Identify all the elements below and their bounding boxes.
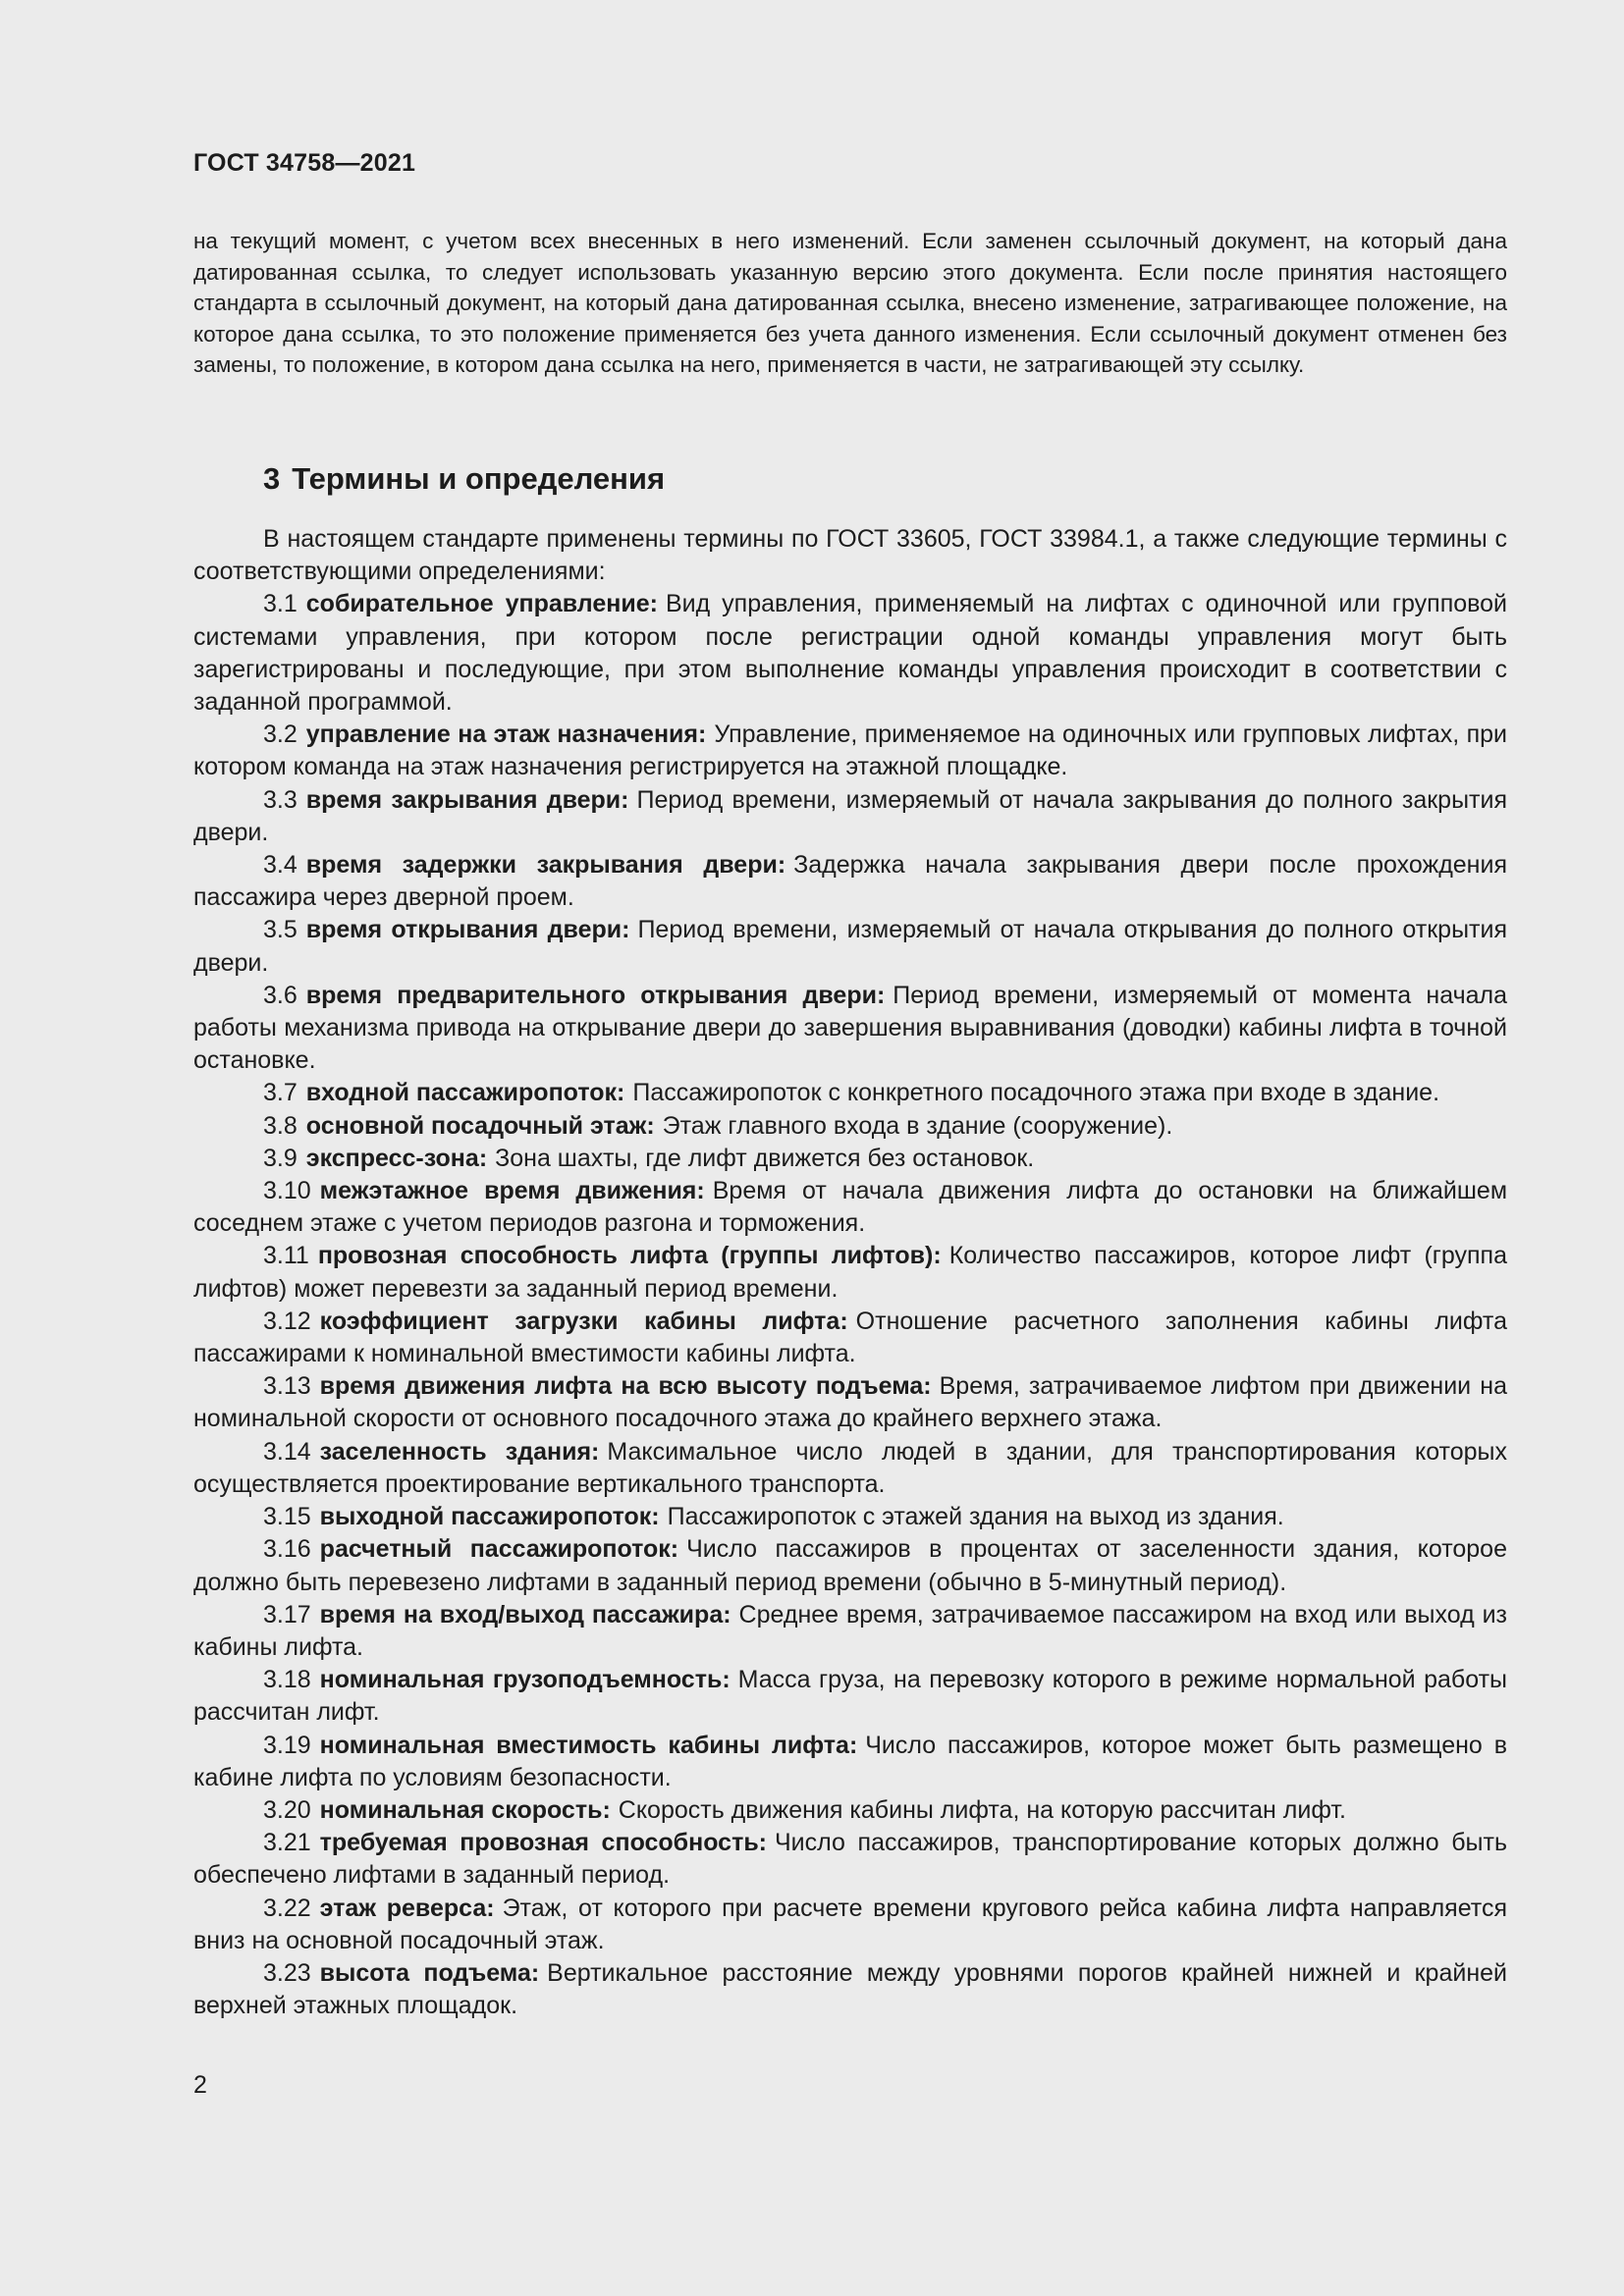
term-name: собирательное управление: bbox=[305, 590, 658, 618]
term-entry bbox=[193, 1794, 1507, 1827]
term-definition: Период времени, измеряемый от начала закрывания до полного закрытия двери. bbox=[193, 785, 1507, 846]
term-number: 3.14 bbox=[263, 1437, 311, 1466]
term-definition: Этаж главного входа в здание (сооружение). bbox=[662, 1111, 1173, 1140]
term-definition: Скорость движения кабины лифта, на которую рассчитан лифт. bbox=[618, 1795, 1346, 1824]
term-definition: Среднее время, затрачиваемое пассажиром на вход или выход из кабины лифта. bbox=[193, 1600, 1507, 1661]
term-entry bbox=[193, 588, 1507, 719]
term-name: экспресс-зона: bbox=[305, 1144, 488, 1172]
term-name: время открывания двери: bbox=[305, 916, 630, 944]
term-number: 3.4 bbox=[263, 851, 298, 880]
section-heading bbox=[263, 461, 665, 497]
term-entry bbox=[193, 1599, 1507, 1664]
term-entry bbox=[193, 1370, 1507, 1435]
term-name: время закрывания двери: bbox=[305, 785, 629, 814]
term-definition: Период времени, измеряемый от момента начала работы механизма привода на открывание двери до завершения выравнивания (доводки) кабины лифта в точной остановке. bbox=[193, 981, 1507, 1075]
term-definition: Максимальное число людей в здании, для транспортирования которых осуществляется проектирование вертикального транспорта. bbox=[193, 1437, 1508, 1498]
term-number: 3.3 bbox=[263, 785, 298, 814]
term-definition: Этаж, от которого при расчете времени кругового рейса кабина лифта направляется вниз на основной посадочный этаж. bbox=[193, 1894, 1507, 1954]
section-body bbox=[193, 523, 1507, 2022]
term-entry bbox=[193, 1077, 1507, 1109]
term-definition: Период времени, измеряемый от начала открывания до полного открытия двери. bbox=[193, 916, 1507, 977]
term-entry bbox=[193, 1501, 1507, 1533]
page-number: 2 bbox=[193, 2071, 207, 2099]
term-name: требуемая провозная способность: bbox=[319, 1829, 768, 1857]
term-entry bbox=[193, 1827, 1507, 1892]
term-number: 3.2 bbox=[263, 721, 298, 749]
term-number: 3.17 bbox=[263, 1600, 311, 1629]
term-entry bbox=[193, 1436, 1507, 1501]
term-definition: Время от начала движения лифта до остановки на ближайшем соседнем этаже с учетом периодов разгона и торможения. bbox=[193, 1177, 1508, 1238]
term-number: 3.6 bbox=[263, 981, 298, 1009]
term-entry bbox=[193, 1893, 1507, 1957]
term-number: 3.15 bbox=[263, 1503, 311, 1531]
intro-paragraph: на текущий момент, с учетом всех внесенных в него изменений. Если заменен ссылочный документ, на который дана датированная ссылка, то следует использовать указанную версию этого документа. Если после принятия настоящего стандарта в ссылочный документ, на который дана датированная ссылка, внесено изменение, затрагивающее положение, на которое дана ссылка, то это положение применяется без учета данного изменения. Если ссылочный документ отменен без замены, то положение, в котором дана ссылка на него, применяется в части, не затрагивающей эту ссылку. bbox=[193, 229, 1507, 377]
term-number: 3.23 bbox=[263, 1958, 311, 1987]
term-name: коэффициент загрузки кабины лифта: bbox=[319, 1307, 848, 1335]
term-entry bbox=[193, 1730, 1507, 1794]
term-name: время движения лифта на всю высоту подъема: bbox=[319, 1372, 932, 1401]
term-name: провозная способность лифта (группы лифтов): bbox=[317, 1242, 942, 1270]
term-entry bbox=[193, 784, 1507, 849]
term-definition: Число пассажиров, транспортирование которых должно быть обеспечено лифтами в заданный период. bbox=[193, 1829, 1507, 1890]
section-lead-paragraph: В настоящем стандарте применены термины по ГОСТ 33605, ГОСТ 33984.1, а также следующие термины с соответствующими определениями: bbox=[193, 525, 1507, 586]
term-number: 3.19 bbox=[263, 1731, 311, 1759]
term-name: номинальная грузоподъемность: bbox=[319, 1666, 731, 1694]
term-entry bbox=[193, 1143, 1507, 1175]
term-number: 3.13 bbox=[263, 1372, 311, 1401]
term-definition: Пассажиропоток с конкретного посадочного этажа при входе в здание. bbox=[632, 1079, 1440, 1107]
term-entry bbox=[193, 1533, 1507, 1598]
term-definition: Вид управления, применяемый на лифтах с одиночной или групповой системами управления, при котором после регистрации одной команды управления могут быть зарегистрированы и последующие, при этом выполнение команды управления происходит в соответствии с заданной программой. bbox=[193, 590, 1508, 717]
term-number: 3.18 bbox=[263, 1666, 311, 1694]
term-number: 3.1 bbox=[263, 590, 298, 618]
term-name: номинальная вместимость кабины лифта: bbox=[319, 1731, 858, 1759]
term-entry bbox=[193, 1306, 1507, 1370]
terms-list bbox=[193, 588, 1507, 2022]
term-name: управление на этаж назначения: bbox=[305, 721, 707, 749]
term-name: входной пассажиропоток: bbox=[305, 1079, 625, 1107]
term-entry bbox=[193, 1240, 1507, 1305]
term-name: этаж реверса: bbox=[319, 1894, 495, 1922]
term-definition: Время, затрачиваемое лифтом при движении на номинальной скорости от основного посадочного этажа до крайнего верхнего этажа. bbox=[193, 1372, 1507, 1433]
term-definition: Число пассажиров в процентах от заселенности здания, которое должно быть перевезено лифтами в заданный период времени (обычно в 5-минутный период). bbox=[193, 1535, 1507, 1596]
term-definition: Отношение расчетного заполнения кабины лифта пассажирами к номинальной вместимости кабины лифта. bbox=[193, 1307, 1507, 1368]
document-code-header: ГОСТ 34758—2021 bbox=[193, 149, 416, 177]
term-name: номинальная скорость: bbox=[319, 1795, 611, 1824]
term-name: межэтажное время движения: bbox=[319, 1177, 705, 1205]
term-number: 3.5 bbox=[263, 916, 298, 944]
term-number: 3.8 bbox=[263, 1111, 298, 1140]
term-entry bbox=[193, 719, 1507, 783]
term-name: расчетный пассажиропоток: bbox=[319, 1535, 679, 1564]
term-definition: Число пассажиров, которое может быть размещено в кабине лифта по условиям безопасности. bbox=[193, 1731, 1507, 1791]
term-entry bbox=[193, 914, 1507, 979]
term-number: 3.10 bbox=[263, 1177, 311, 1205]
term-definition: Задержка начала закрывания двери после прохождения пассажира через дверной проем. bbox=[193, 851, 1507, 912]
term-number: 3.22 bbox=[263, 1894, 311, 1922]
term-name: время на вход/выход пассажира: bbox=[319, 1600, 731, 1629]
term-name: выходной пассажиропоток: bbox=[319, 1503, 660, 1531]
term-name: основной посадочный этаж: bbox=[305, 1111, 655, 1140]
section-number: 3 bbox=[263, 461, 281, 496]
term-entry bbox=[193, 1957, 1507, 2022]
term-name: время задержки закрывания двери: bbox=[305, 851, 786, 880]
term-number: 3.20 bbox=[263, 1795, 311, 1824]
term-number: 3.11 bbox=[263, 1242, 309, 1270]
term-number: 3.7 bbox=[263, 1079, 298, 1107]
term-definition: Масса груза, на перевозку которого в режиме нормальной работы рассчитан лифт. bbox=[193, 1666, 1507, 1727]
term-number: 3.16 bbox=[263, 1535, 311, 1564]
section-title-text: Термины и определения bbox=[292, 461, 666, 496]
term-definition: Зона шахты, где лифт движется без остановок. bbox=[495, 1144, 1035, 1172]
term-number: 3.21 bbox=[263, 1829, 311, 1857]
term-number: 3.9 bbox=[263, 1144, 298, 1172]
term-definition: Пассажиропоток с этажей здания на выход из здания. bbox=[667, 1503, 1284, 1531]
term-entry bbox=[193, 1664, 1507, 1729]
term-name: высота подъема: bbox=[319, 1958, 540, 1987]
term-entry bbox=[193, 1110, 1507, 1143]
term-definition: Вертикальное расстояние между уровнями порогов крайней нижней и крайней верхней этажных площадок. bbox=[193, 1958, 1507, 2020]
term-entry bbox=[193, 1175, 1507, 1240]
term-name: заселенность здания: bbox=[319, 1437, 600, 1466]
term-definition: Количество пассажиров, которое лифт (группа лифтов) может перевезти за заданный период времени. bbox=[193, 1242, 1507, 1303]
term-definition: Управление, применяемое на одиночных или групповых лифтах, при котором команда на этаж назначения регистрируется на этажной площадке. bbox=[193, 721, 1507, 781]
term-entry bbox=[193, 980, 1507, 1078]
term-number: 3.12 bbox=[263, 1307, 311, 1335]
term-entry bbox=[193, 849, 1507, 914]
term-name: время предварительного открывания двери: bbox=[305, 981, 886, 1009]
